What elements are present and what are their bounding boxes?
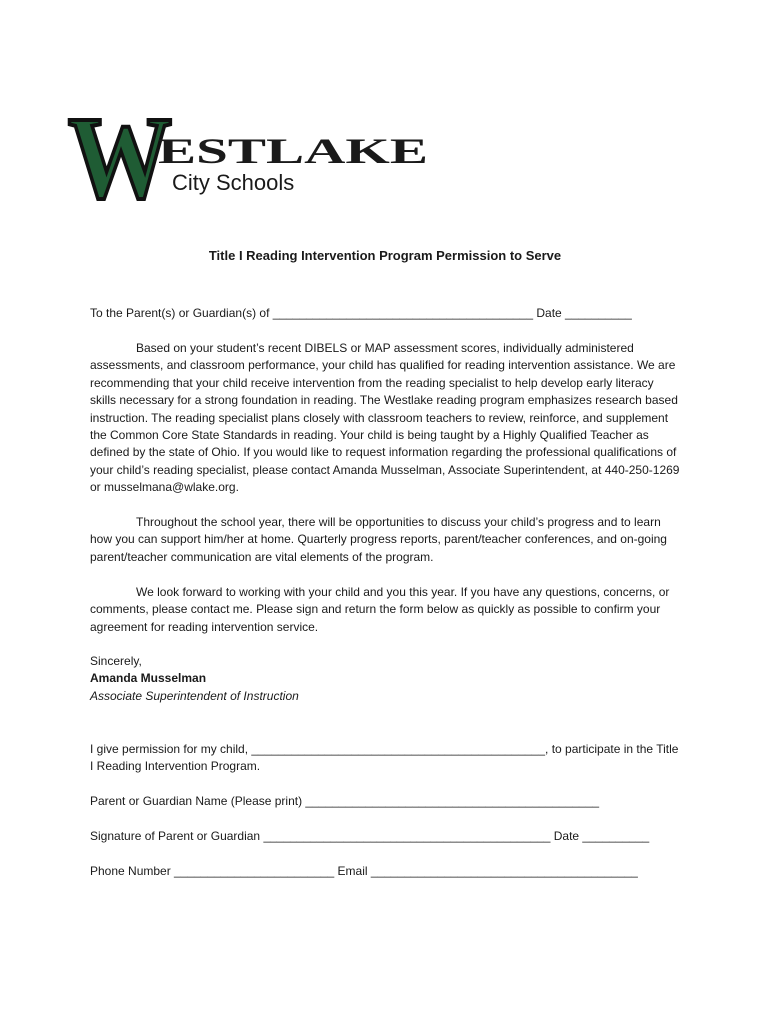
westlake-logo: [62, 93, 434, 223]
svg-text:ESTLAKE: ESTLAKE: [158, 131, 428, 171]
paragraph-1: [90, 340, 680, 497]
signer-name: Amanda Musselman: [90, 671, 207, 685]
paragraph-2: [90, 514, 680, 566]
document-title: Title I Reading Intervention Program Permission to Serve: [208, 248, 562, 263]
parent-guardian-line: To the Parent(s) or Guardian(s) of _______________________________________ Date __________: [90, 306, 632, 320]
signature-field: Signature of Parent or Guardian ___________________________________________ Date __________: [90, 829, 650, 843]
paragraph-1-text: Based on your student’s recent DIBELS or MAP assessment scores, individually administered assessments, and classroom performance, your child has qualified for reading intervention assistance. We are recommending that your child receive intervention from the reading specialist to help develop early literacy skills necessary for a strong foundation in reading. The Westlake reading program emphasizes research based instruction. The reading specialist plans closely with classroom teachers to review, reinforce, and supplement the Common Core State Standards in reading. Your child is being taught by a Highly Qualified Teacher as defined by the state of Ohio. If you would like to request information regarding the professional qualifications of your child’s reading specialist, please contact Amanda Musselman, Associate Superintendent, at 440-250-1269 or musselmana@wlake.org.: [90, 341, 680, 495]
svg-text:City Schools: City Schools: [172, 170, 295, 195]
svg-text:W: W: [68, 93, 172, 223]
signer-position: Associate Superintendent of Instruction: [90, 689, 299, 703]
phone-email-field: Phone Number ________________________ Email ________________________________________: [90, 864, 638, 878]
westlake-logo-graphic: [62, 93, 434, 223]
paragraph-3: [90, 584, 680, 636]
paragraph-2-text: Throughout the school year, there will be opportunities to discuss your child’s progress and to learn how you can support him/her at home. Quarterly progress reports, parent/teacher conferences, and on-going parent/teacher communication are vital elements of the program.: [90, 515, 667, 564]
permission-statement: I give permission for my child, ____________________________________________, to participate in the Title I Reading Intervention Program.: [90, 742, 679, 774]
closing-salutation: Sincerely,: [90, 654, 142, 668]
guardian-name-field: Parent or Guardian Name (Please print) ____________________________________________: [90, 794, 600, 808]
paragraph-3-text: We look forward to working with your child and you this year. If you have any questions, concerns, or comments, please contact me. Please sign and return the form below as quickly as possible to confirm your agreement for reading intervention service.: [90, 585, 670, 634]
